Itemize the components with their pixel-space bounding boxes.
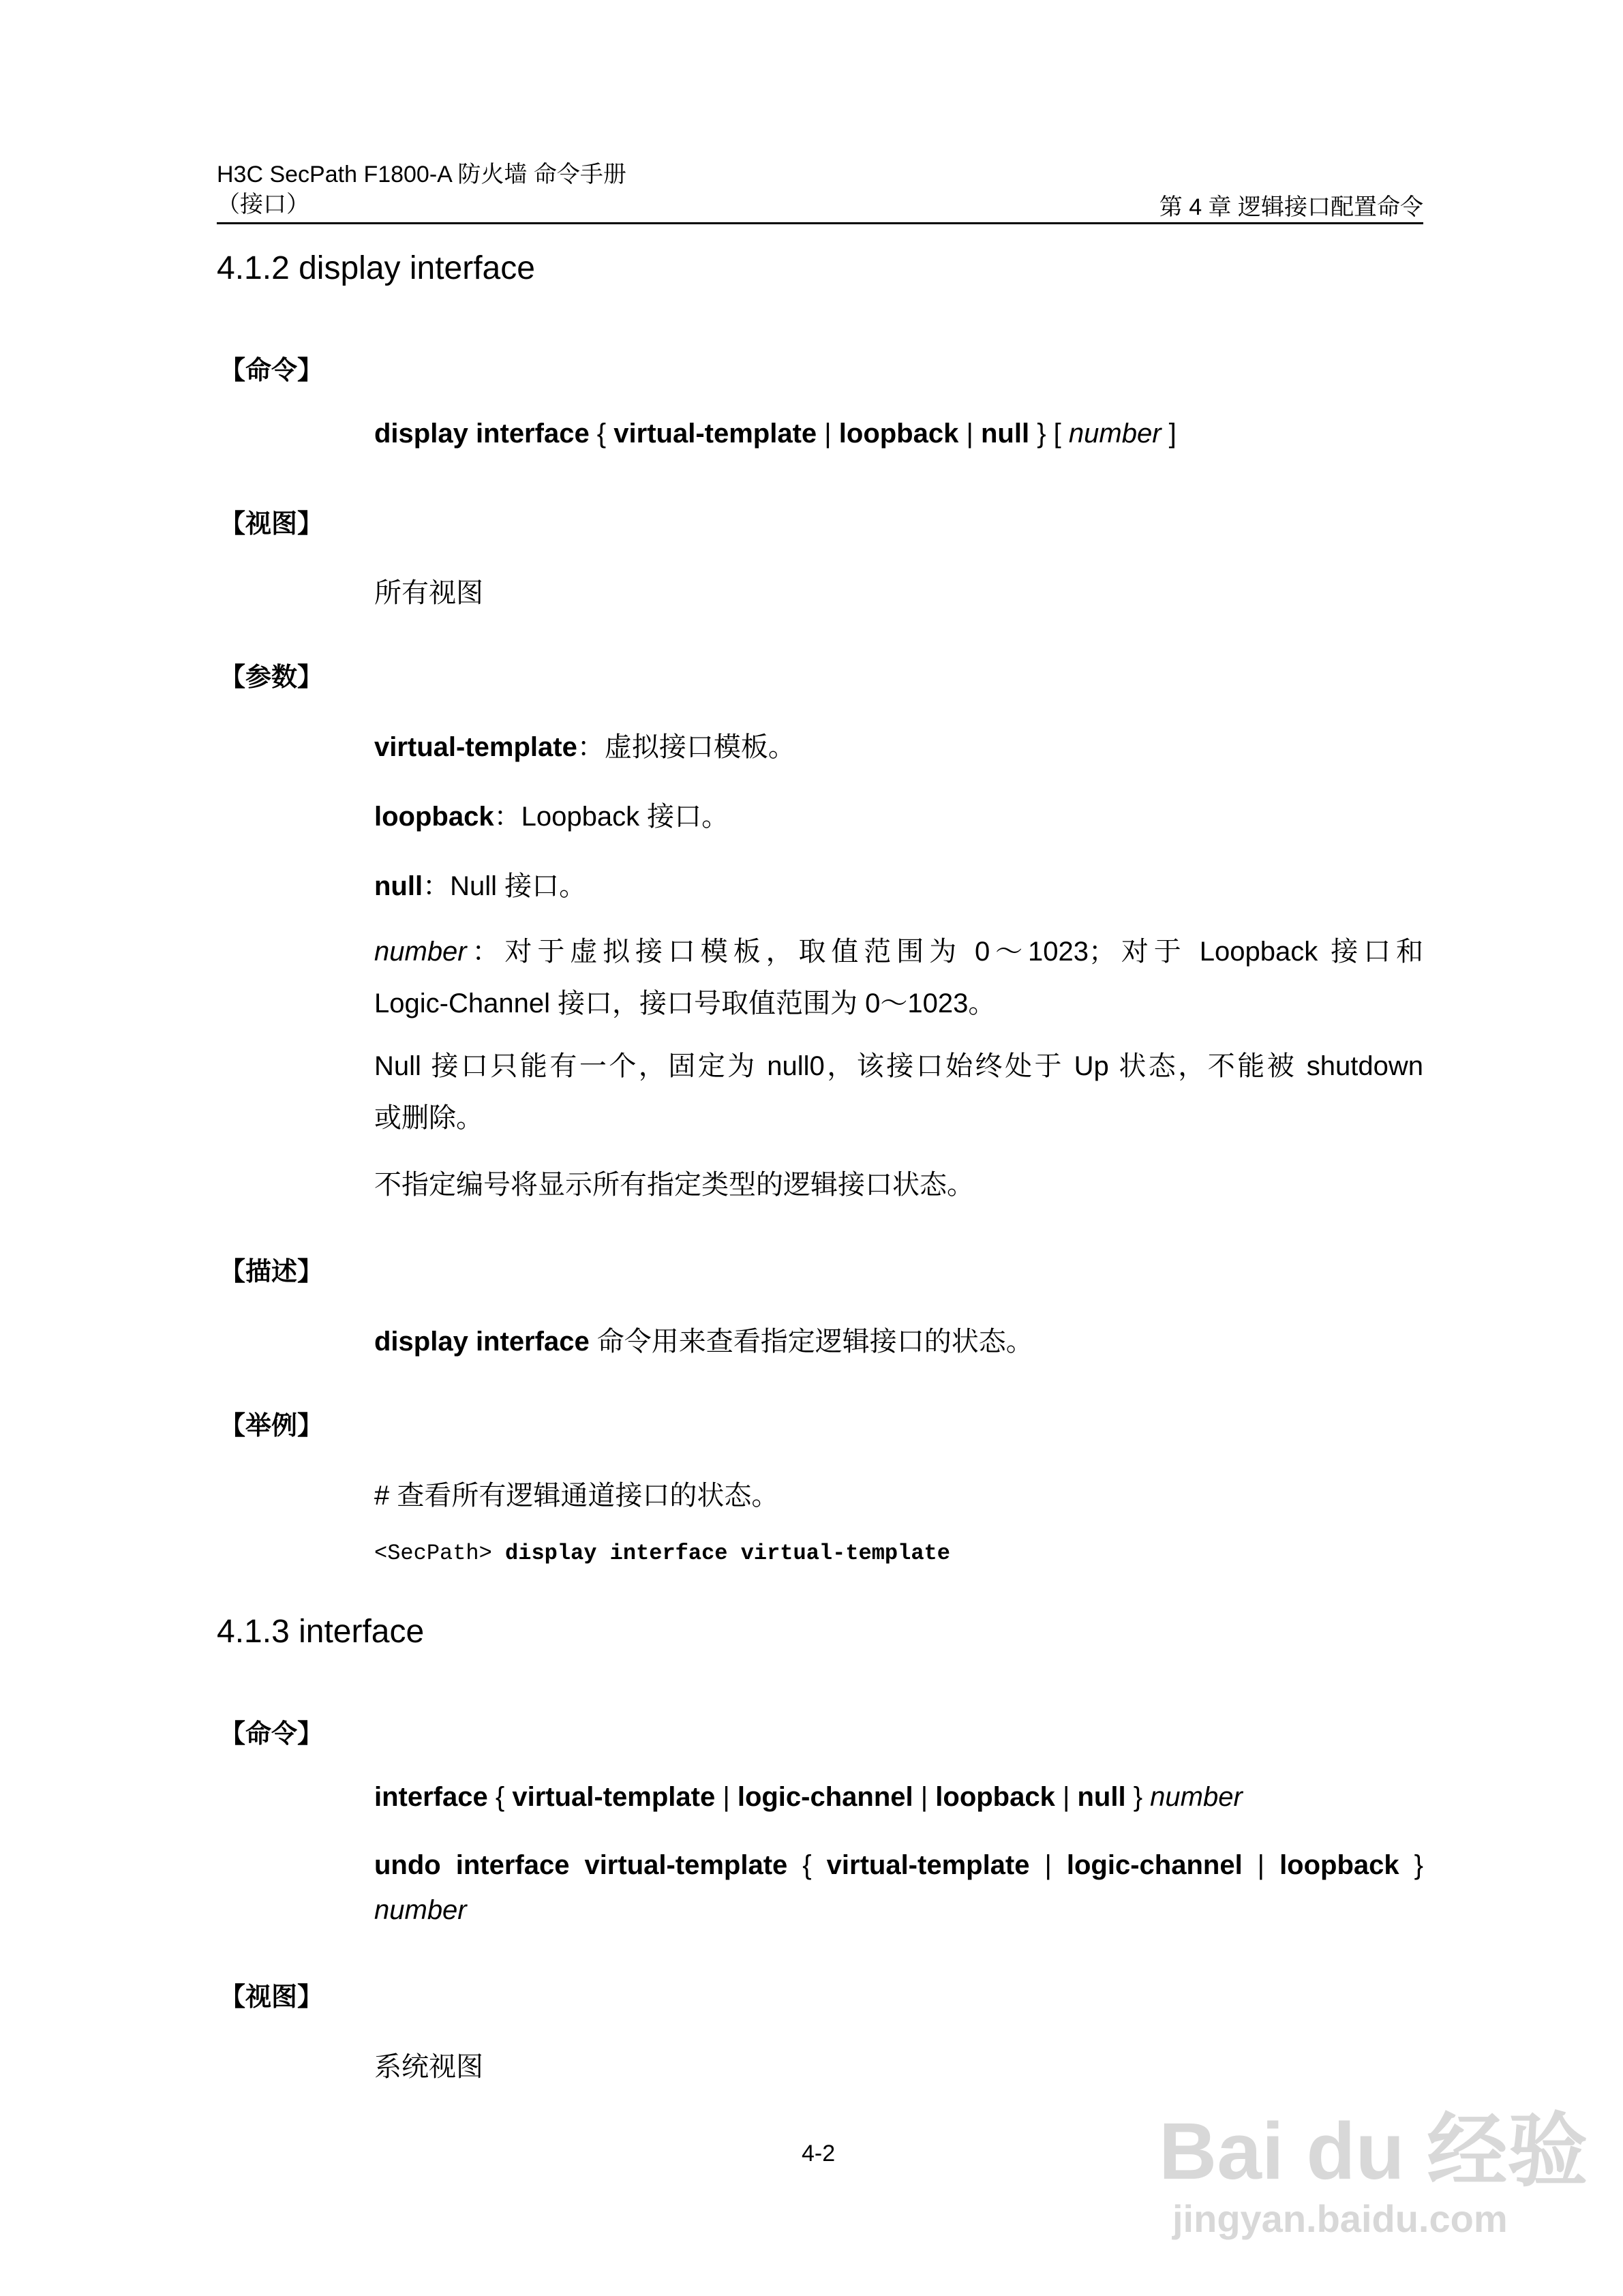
cmd-punct: | [958, 419, 981, 449]
command-tag: 【命令】 [219, 1720, 324, 1749]
null-note-line1: Null 接口只能有一个，固定为 null0，该接口始终处于 Up 状态，不能被 shutdown [374, 1051, 1423, 1081]
example-comment: # 查看所有逻辑通道接口的状态。 [374, 1481, 779, 1511]
chapter-title: 第 4 章 逻辑接口配置命令 [1159, 194, 1423, 220]
command-tag: 【命令】 [219, 357, 324, 385]
param-term: loopback [374, 802, 494, 832]
desc-command: display interface [374, 1327, 590, 1357]
code-prompt: <SecPath> [374, 1541, 506, 1566]
cmd-keyword: display interface [374, 419, 590, 449]
param-desc: ：虚拟接口模板。 [577, 732, 795, 762]
cmd-punct: { [787, 1850, 827, 1880]
cmd-punct: | [913, 1782, 936, 1812]
param-term: number [374, 937, 467, 967]
example-tag: 【举例】 [219, 1412, 324, 1440]
doc-subtitle: （接口） [217, 192, 309, 217]
cmd-keyword: loopback [935, 1782, 1055, 1812]
cmd-arg: number [1068, 419, 1162, 449]
cmd-keyword: virtual-template [826, 1850, 1030, 1880]
section-heading-413: 4.1.3 interface [217, 1614, 425, 1650]
cmd-keyword: null [1077, 1782, 1126, 1812]
command-syntax [374, 419, 1177, 449]
description-text [374, 1320, 1033, 1359]
example-code [374, 1541, 950, 1566]
cmd-punct: } [1125, 1782, 1151, 1812]
view-text: 所有视图 [374, 578, 483, 608]
param-term: null [374, 871, 423, 901]
default-note: 不指定编号将显示所有指定类型的逻辑接口状态。 [374, 1170, 974, 1200]
cmd-punct: { [589, 419, 614, 449]
section-heading-412: 4.1.2 display interface [217, 250, 535, 286]
doc-title: H3C SecPath F1800-A 防火墙 命令手册 [217, 162, 626, 187]
cmd-keyword: loopback [1279, 1850, 1399, 1880]
cmd-punct: ] [1161, 419, 1177, 449]
param-desc: ：Null 接口。 [423, 871, 587, 901]
param-null [374, 864, 586, 903]
cmd-keyword: logic-channel [737, 1782, 913, 1812]
description-tag: 【描述】 [219, 1258, 324, 1286]
view-tag: 【视图】 [219, 1983, 324, 2012]
command-syntax-undo-line2: number [374, 1895, 467, 1925]
param-desc: ：Loopback 接口。 [494, 802, 729, 832]
cmd-punct: | [817, 419, 839, 449]
header-rule [217, 222, 1423, 224]
cmd-punct: { [487, 1782, 513, 1812]
param-virtual-template [374, 725, 795, 764]
cmd-punct: | [1055, 1782, 1078, 1812]
cmd-keyword: interface [374, 1782, 488, 1812]
param-number-line1 [374, 928, 1423, 975]
null-note-line2: 或删除。 [374, 1103, 483, 1133]
cmd-punct: | [715, 1782, 738, 1812]
cmd-keyword: loopback [838, 419, 959, 449]
cmd-keyword: undo interface virtual-template [374, 1850, 788, 1880]
cmd-punct: | [1029, 1850, 1067, 1880]
page-number: 4-2 [802, 2141, 836, 2166]
baidu-watermark-url: jingyan.baidu.com [1172, 2197, 1508, 2240]
param-term: virtual-template [374, 732, 577, 762]
baidu-watermark-logo: Bai du 经验 [1159, 2106, 1588, 2196]
params-tag: 【参数】 [219, 663, 324, 692]
view-tag: 【视图】 [219, 510, 324, 539]
command-syntax-undo-line1 [374, 1842, 1423, 1888]
cmd-punct: } [ [1029, 419, 1069, 449]
cmd-punct: } [1399, 1850, 1424, 1880]
cmd-keyword: logic-channel [1066, 1850, 1243, 1880]
cmd-keyword: virtual-template [613, 419, 817, 449]
cmd-keyword: null [980, 419, 1030, 449]
cmd-arg: number [1150, 1782, 1243, 1812]
command-syntax-interface [374, 1782, 1243, 1813]
cmd-punct: | [1242, 1850, 1280, 1880]
desc-text: 命令用来查看指定逻辑接口的状态。 [589, 1327, 1033, 1357]
param-loopback [374, 795, 729, 834]
cmd-keyword: virtual-template [512, 1782, 716, 1812]
param-desc: ：对于虚拟接口模板，取值范围为 0～1023；对于 Loopback 接口和 [466, 937, 1423, 967]
code-command: display interface virtual-template [505, 1541, 950, 1566]
param-number-line2: Logic-Channel 接口，接口号取值范围为 0～1023。 [374, 988, 996, 1018]
view-text: 系统视图 [374, 2052, 483, 2082]
